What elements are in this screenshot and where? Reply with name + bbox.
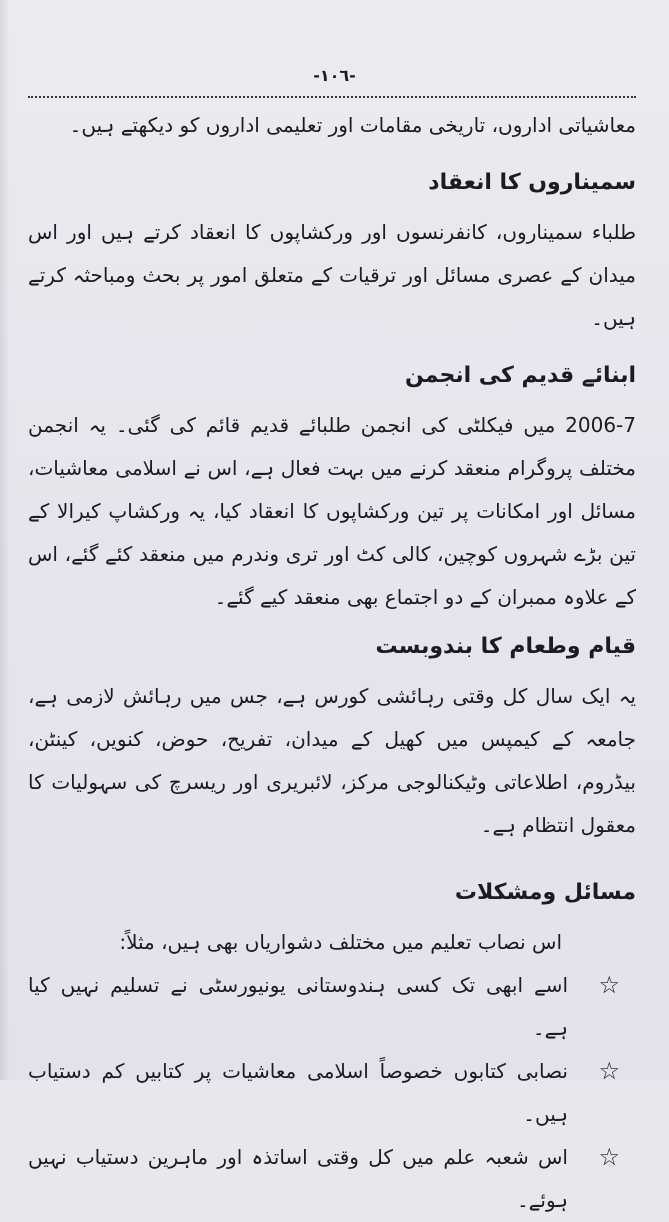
paragraph-seminars: طلباء سمیناروں، کانفرنسوں اور ورکشاپوں کا انعقاد کرتے ہیں اور اس میدان کے عصری مسائل اور ترقیات کے متعلق امور پر بحث ومباحثہ کرتے ہیں۔ [28, 220, 636, 330]
paragraph-boarding: یہ ایک سال کل وقتی رہائشی کورس ہے، جس میں رہائش لازمی ہے، جامعہ کے کیمپس میں کھیل کے میدان، تفریح، حوض، کنویں، کینٹن، بیڈروم، اطلاعاتی وٹیکنالوجی مرکز، لائبریری اور ریسرچ کی سہولیات کا معقول انتظام ہے۔ [28, 684, 636, 837]
list-item [28, 1050, 636, 1136]
page-number: -١٠٦- [313, 66, 356, 85]
star-bullet-icon: ☆ [598, 971, 620, 999]
opening-paragraph: معاشیاتی اداروں، تاریخی مقامات اور تعلیمی اداروں کو دیکھتے ہیں۔ [69, 113, 636, 137]
heading-seminars: سمیناروں کا انعقاد [428, 170, 636, 195]
problems-list [28, 964, 636, 1222]
list-item [28, 964, 636, 1050]
heading-boarding: قیام وطعام کا بندوبست [375, 634, 636, 659]
list-item-text: نصابی کتابوں خصوصاً اسلامی معاشیات پر کتابیں کم دستیاب ہیں۔ [28, 1059, 568, 1126]
list-item-text: اسے ابھی تک کسی ہندوستانی یونیورسٹی نے تسلیم نہیں کیا ہے۔ [28, 973, 568, 1040]
page-edge-shadow [0, 0, 10, 1080]
heading-alumni: ابنائے قدیم کی انجمن [404, 363, 636, 388]
problems-intro: اس نصاب تعلیم میں مختلف دشواریاں بھی ہیں، مثلاً: [119, 930, 562, 954]
header-dotted-rule [28, 96, 636, 98]
star-bullet-icon: ☆ [598, 1057, 620, 1085]
star-bullet-icon: ☆ [598, 1143, 620, 1171]
paragraph-alumni: 2006-7 میں فیکلٹی کی انجمن طلبائے قدیم قائم کی گئی۔ یہ انجمن مختلف پروگرام منعقد کرنے میں بہت فعال ہے، اس نے اسلامی معاشیات، مسائل اور امکانات پر تین ورکشاپوں کا انعقاد کیا، یہ ورکشاپ کیرالا کے تین بڑے شہروں کوچین، کالی کٹ اور تری وندرم میں منعقد کئے گئے، اس کے علاوہ ممبران کے دو اجتماع بھی منعقد کیے گئے۔ [28, 413, 636, 609]
list-item-text: اس شعبہ علم میں کل وقتی اساتذہ اور ماہرین دستیاب نہیں ہوئے۔ [28, 1145, 568, 1212]
list-item [28, 1136, 636, 1222]
heading-problems: مسائل ومشکلات [454, 880, 636, 905]
page-content [28, 104, 636, 1222]
